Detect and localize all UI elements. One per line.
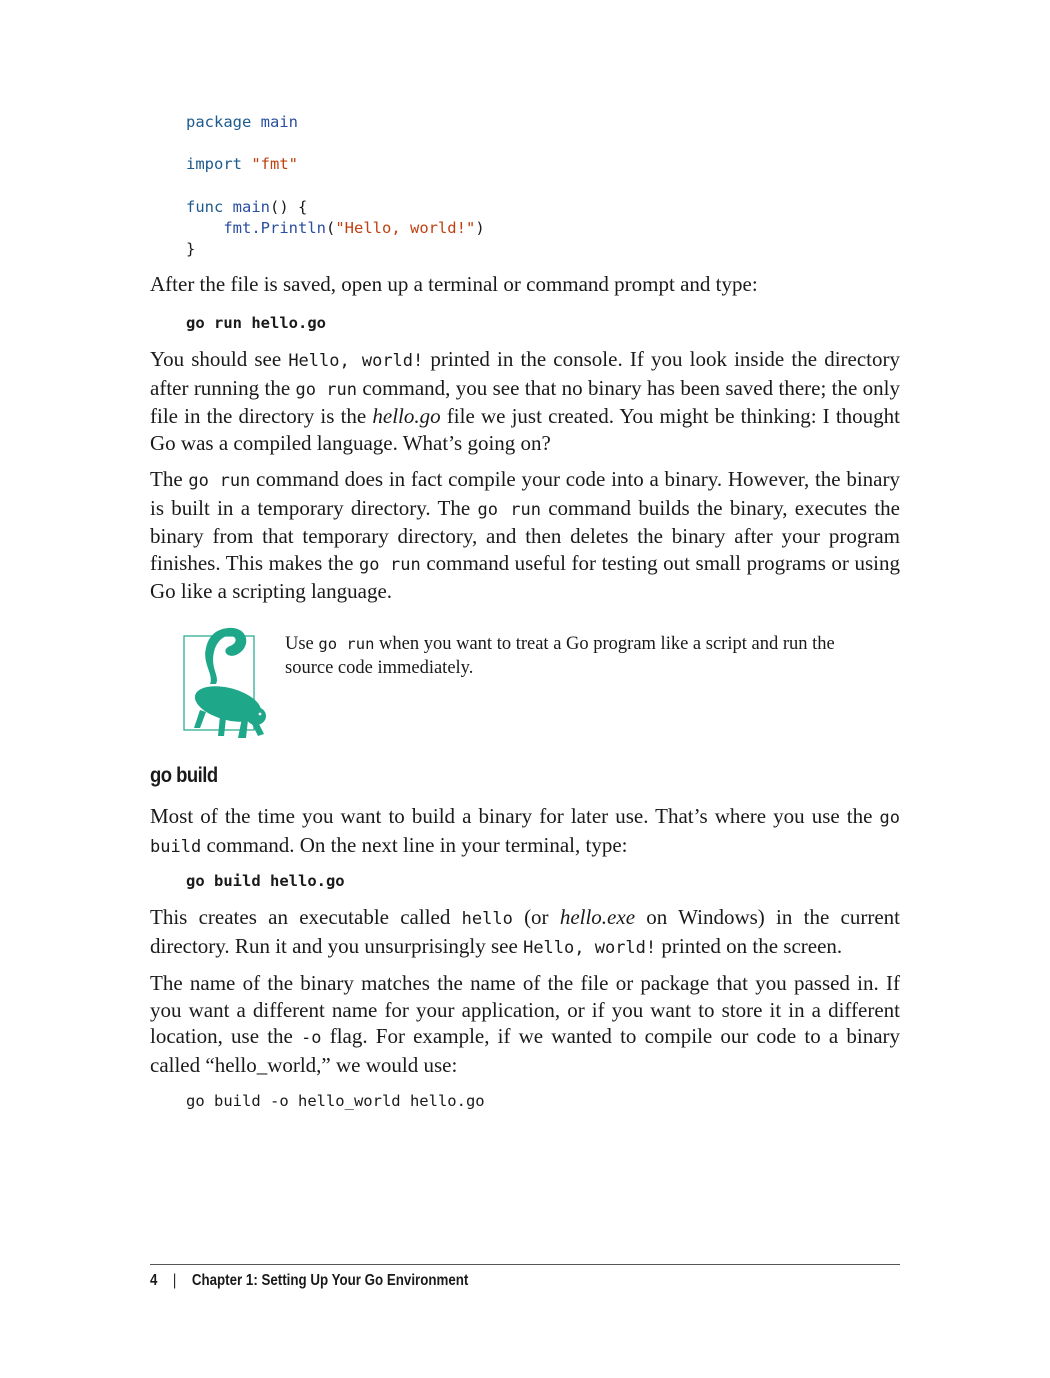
text-run: command useful for testing out small programs or using Go like a scripting language. xyxy=(150,550,900,604)
paragraph-go-run-compiles xyxy=(150,466,900,605)
text-run: Use xyxy=(285,634,319,654)
page-number: 4 xyxy=(150,1272,158,1289)
text-run: on Windows) in the current directory. Run it and you unsurprisingly see xyxy=(150,905,901,958)
text-run: printed on the screen. xyxy=(656,933,843,958)
command-go-run: go run hello.go xyxy=(186,314,326,332)
text-run: command, you see that no binary has been saved there; the only file in the directory is the xyxy=(150,375,900,429)
code-punct: ( xyxy=(325,219,336,238)
command-go-build-o: go build -o hello_world hello.go xyxy=(186,1092,485,1110)
code-identifier: main xyxy=(260,113,298,131)
paragraph-this-creates xyxy=(150,904,900,961)
filename: hello.exe xyxy=(559,905,636,929)
code-punct: () { xyxy=(270,197,308,216)
section-heading-go-build: go build xyxy=(150,764,218,787)
inline-code: go run xyxy=(318,635,375,653)
paragraph-you-should-see xyxy=(150,346,900,456)
text-run: The name of the binary matches the name of the file or package that you passed in. If you want a different name for your application, or if you want to store it in a different location, use the xyxy=(150,971,900,1049)
code-function: Println xyxy=(260,219,326,238)
text-run: flag. For example, if we wanted to compile our code to a binary called “hello_world,” we would use: xyxy=(150,1024,901,1077)
page-footer xyxy=(150,1272,468,1290)
lemur-icon xyxy=(176,624,268,742)
inline-code: -o xyxy=(301,1028,322,1049)
text-run: (or xyxy=(512,905,560,929)
code-block-hello-world xyxy=(186,112,485,260)
inline-code: go run xyxy=(188,471,251,491)
paragraph-after-save: After the file is saved, open up a terminal or command prompt and type: xyxy=(150,272,758,296)
text-run: command does in fact compile your code into a binary. However, the binary is built in a temporary directory. The xyxy=(150,467,900,520)
code-string: "Hello, world!" xyxy=(335,219,476,238)
command-go-build: go build hello.go xyxy=(186,872,345,890)
code-identifier: main xyxy=(232,197,270,216)
code-keyword: package xyxy=(186,113,252,131)
text-run: command builds the binary, executes the binary from that temporary directory, and then deletes the binary after your program finishes. This makes the xyxy=(150,495,900,575)
tip-callout xyxy=(150,622,900,742)
filename: hello.go xyxy=(372,404,441,429)
inline-code: Hello, world! xyxy=(288,351,424,371)
code-keyword: import xyxy=(186,155,242,174)
text-run: file we just created. You might be thinking: I thought Go was a compiled language. What’s going on? xyxy=(150,404,901,455)
inline-code: go build xyxy=(150,808,900,857)
text-run: This creates an executable called xyxy=(150,905,462,929)
inline-code: go run xyxy=(295,379,358,400)
text-run: printed in the console. If you look inside the directory after running the xyxy=(150,347,900,400)
text-run: command. On the next line in your terminal, type: xyxy=(201,832,628,857)
inline-code: go run xyxy=(359,554,421,575)
inline-code: hello xyxy=(461,909,513,929)
code-keyword: func xyxy=(186,197,224,216)
tip-text xyxy=(285,632,845,680)
inline-code: Hello, world! xyxy=(523,937,657,958)
footer-rule xyxy=(150,1264,900,1265)
text-run: The xyxy=(150,467,189,491)
text-run: when you want to treat a Go program like a script and run the source code immediately. xyxy=(285,634,835,678)
text-run: You should see xyxy=(150,347,289,371)
chapter-title: Chapter 1: Setting Up Your Go Environment xyxy=(191,1272,469,1289)
text-run: Most of the time you want to build a binary for later use. That’s where you use the xyxy=(150,804,880,828)
code-package: fmt. xyxy=(223,219,261,238)
paragraph-most-of-time xyxy=(150,803,900,860)
code-punct: ) xyxy=(475,219,485,238)
code-punct: } xyxy=(186,240,196,259)
footer-separator: | xyxy=(172,1272,177,1289)
inline-code: go run xyxy=(477,499,541,520)
paragraph-binary-name xyxy=(150,970,900,1078)
code-string: "fmt" xyxy=(251,155,299,174)
